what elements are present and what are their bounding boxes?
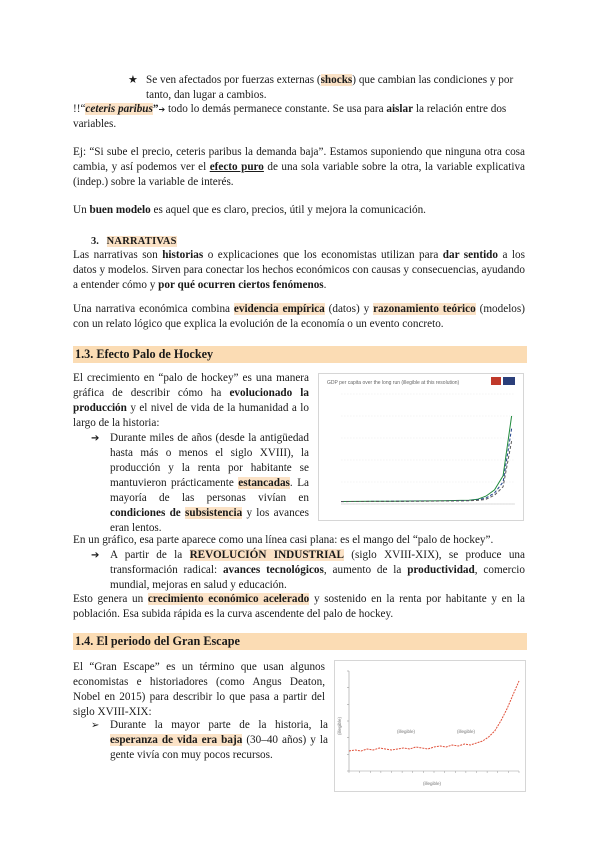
chart-logo-red — [491, 377, 501, 385]
n1-a: Las narrativas son — [73, 249, 163, 261]
hb2-a: A partir de la — [110, 549, 190, 561]
buen-modelo-pre: Un — [73, 204, 90, 216]
hc-a: Esto genera un — [73, 593, 148, 605]
star-bullet-icon: ★ — [128, 74, 139, 86]
buen-modelo-paragraph — [73, 203, 525, 218]
hc-c: y sostenido en la renta por habitante y en la población. Esa subida rápida es la curva ascendente del palo de hockey. — [73, 593, 525, 620]
hockey-section-heading — [73, 346, 527, 363]
arrow-bullet-icon: ➔ — [91, 433, 100, 444]
example-efecto: efecto puro — [209, 161, 264, 173]
buen-modelo-post: es aquel que es claro, precios, útil y mejora la comunicación. — [150, 204, 426, 216]
series-line — [341, 429, 512, 502]
chart-title: GDP per capita over the long run (illegible at this resolution) — [327, 380, 460, 386]
hockey-closing — [73, 592, 525, 622]
narrativas-paragraph-1 — [73, 248, 525, 293]
arrow-bullet-icon: ➔ — [91, 550, 100, 561]
n2-razonamiento: razonamiento teórico — [373, 303, 476, 315]
hb1-c: . La mayoría de las personas vivían en — [110, 477, 309, 504]
narrativas-title: NARRATIVAS — [106, 236, 177, 247]
ceteris-mid: todo lo demás permanece constante. Se usa para — [165, 103, 387, 115]
hb1-f: y los avances eran lentos. — [110, 507, 309, 534]
n1-e: a los datos y modelos. Sirven para conectar los hechos económicos con causas y consecuencias, ayudando a entender cómo y — [73, 249, 525, 291]
ceteris-pre: !!“ — [73, 103, 86, 115]
arrow-right-icon: ➔ — [158, 105, 166, 114]
series-line — [341, 441, 512, 502]
hockey-bullet-2 — [110, 548, 525, 593]
escape-section-heading — [73, 633, 527, 650]
ceteris-aislar: aislar — [386, 103, 414, 115]
shocks-term: shocks — [320, 74, 353, 86]
hockey-graph-line — [73, 533, 533, 548]
example-pre: Ej: “Si sube el precio, ceteris paribus la demanda baja”. Estamos suponiendo que ninguna otra cosa cambia, y así podemos ver el — [73, 146, 525, 173]
escape-bullet-1 — [110, 718, 328, 763]
hb2-c: (siglo XVIII-XIX), se produce una transformación radical: — [110, 549, 525, 576]
n2-c: (datos) y — [324, 303, 374, 315]
n2-a: Una narrativa económica combina — [73, 303, 234, 315]
n1-historias: historias — [162, 249, 204, 261]
narrativas-paragraph-2 — [73, 302, 525, 332]
hb1-a: Durante miles de años (desde la antigüedad hasta más o menos el siglo XVIII), la producción y la renta por habitante se mantuvieron prácticamente — [110, 432, 309, 489]
ceteris-term: ceteris paribus — [85, 103, 153, 115]
hb2-avances: avances tecnológicos — [222, 564, 324, 576]
hb2-g: , comercio mundial, mejoras en salud y educación. — [110, 564, 526, 591]
n2-e: (modelos) con un relato lógico que explica la evolución de la economía o un evento concreto. — [73, 303, 525, 330]
hockey-bullet-1 — [110, 431, 309, 536]
hockey-intro-c: y el nivel de vida de la humanidad a lo largo de la historia: — [73, 402, 309, 429]
n1-dar-sentido: dar sentido — [442, 249, 499, 261]
shocks-pre: Se ven afectados por fuerzas externas ( — [146, 74, 321, 86]
annotation-right: (illegible) — [457, 729, 476, 734]
hockey-chart — [318, 373, 524, 521]
buen-modelo-bold: buen modelo — [89, 204, 151, 216]
list-item-shocks — [146, 73, 524, 103]
hc-crecimiento: crecimiento económico acelerado — [147, 593, 310, 605]
hb1-estancadas: estancadas — [238, 477, 290, 489]
escape-chart-svg — [335, 661, 525, 791]
y-axis-label: (illegible) — [337, 716, 342, 735]
n2-evidencia: evidencia empírica — [233, 303, 325, 315]
hockey-heading-text: 1.3. Efecto Palo de Hockey — [75, 347, 214, 361]
escape-intro-text: El “Gran Escape” es un término que usan algunos economistas e historiadores (como Angus Deaton, Nobel en 2015) para describir lo que pasa a partir del siglo XVIII-XIX: — [73, 661, 325, 718]
chart-logo-blue — [503, 377, 515, 385]
hockey-intro-a: El crecimiento en “palo de hockey” es una manera gráfica de describir cómo ha — [73, 372, 309, 399]
ceteris-paragraph — [73, 102, 525, 132]
eb1-esperanza: esperanza de vida era baja — [110, 734, 243, 746]
narrativas-heading — [91, 234, 177, 249]
hockey-intro — [73, 371, 309, 431]
narrativas-number: 3. — [91, 236, 99, 247]
escape-chart — [334, 660, 526, 792]
arrow-bullet-icon: ➢ — [91, 720, 100, 731]
ceteris-close: ” — [152, 103, 159, 115]
hb2-revolucion: REVOLUCIÓN INDUSTRIAL — [189, 549, 344, 561]
n1-g: . — [323, 279, 327, 291]
hockey-chart-svg — [319, 374, 523, 520]
hb1-condiciones: condiciones de — [110, 507, 185, 519]
hockey-graph-line-text: En un gráfico, esa parte aparece como una línea casi plana: es el mango del “palo de hockey”. — [73, 534, 494, 546]
n1-por-que: por qué ocurren ciertos fenómenos — [158, 279, 324, 291]
x-axis-label: (illegible) — [423, 781, 442, 786]
example-paragraph — [73, 145, 525, 190]
hb2-productividad: productividad — [407, 564, 475, 576]
series-line — [349, 681, 519, 751]
series-line — [341, 416, 512, 502]
escape-heading-text: 1.4. El periodo del Gran Escape — [75, 634, 240, 648]
eb1-c: (30–40 años) y la gente vivía con muy pocos recursos. — [110, 734, 328, 761]
example-post: de una sola variable sobre la otra, la variable explicativa (indep.) sobre la variable de interés. — [73, 161, 526, 188]
hb2-e: , aumento de la — [323, 564, 408, 576]
shocks-post: ) que cambian las condiciones y por tanto, dan lugar a cambios. — [146, 74, 514, 101]
n1-c: o explicaciones que los economistas utilizan para — [203, 249, 443, 261]
eb1-a: Durante la mayor parte de la historia, la — [110, 719, 328, 731]
annotation-left: (illegible) — [397, 729, 416, 734]
ceteris-post: la relación entre dos variables. — [73, 103, 507, 130]
hockey-intro-evolucionado: evolucionado la producción — [73, 387, 309, 414]
escape-intro — [73, 660, 325, 720]
hb1-subsistencia: subsistencia — [185, 507, 243, 519]
